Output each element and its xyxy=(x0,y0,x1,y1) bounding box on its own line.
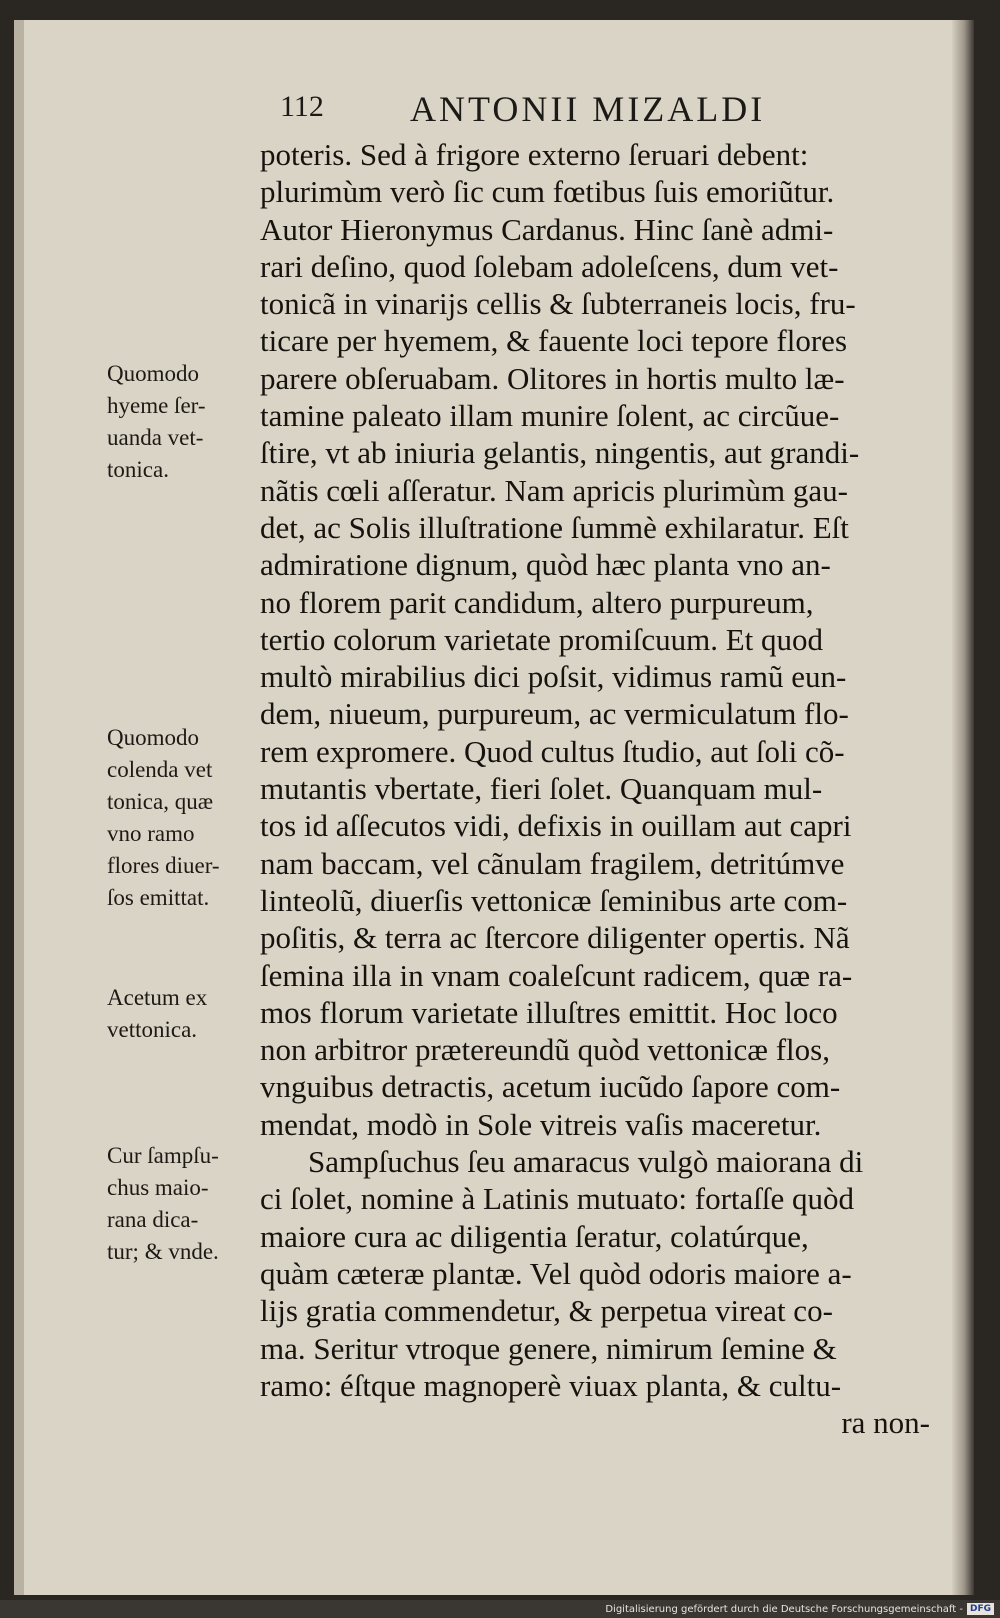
page-spine-shadow xyxy=(952,20,974,1595)
digitization-footer xyxy=(605,1600,994,1618)
text-line: ſtire, vt ab iniuria gelantis, ningentis, aut grandi- xyxy=(260,435,860,471)
text-line: tertio colorum varietate promiſcuum. Et quod xyxy=(260,621,824,657)
page-header xyxy=(280,88,900,128)
text-line: admiratione dignum, quòd hæc planta vno an- xyxy=(260,547,831,583)
text-line: mendat, modò in Sole vitreis vaſis maceretur. xyxy=(260,1106,822,1142)
margin-note-winter-care xyxy=(107,358,267,486)
margin-note-vinegar xyxy=(107,982,267,1046)
text-line: nam baccam, vel cãnulam fragilem, detritúmve xyxy=(260,845,845,881)
margin-note-line: Quomodo xyxy=(107,725,199,750)
margin-note-line: hyeme ſer- xyxy=(107,393,206,418)
text-line: ramo: éſtque magnoperè viuax planta, & cultu- xyxy=(260,1367,842,1403)
text-line: tamine paleato illam munire ſolent, ac circũue- xyxy=(260,398,840,434)
margin-note-line: ſos emittat. xyxy=(107,885,210,910)
text-line: rem expromere. Quod cultus ſtudio, aut ſoli cõ- xyxy=(260,733,845,769)
text-line: maiore cura ac diligentia ſeratur, colatúrque, xyxy=(260,1218,809,1254)
margin-note-line: Cur ſampſu- xyxy=(107,1143,219,1168)
text-line: det, ac Solis illuſtratione ſummè exhilaratur. Eſt xyxy=(260,509,849,545)
dfg-logo: DFG xyxy=(967,1603,994,1615)
text-line: parere obſeruabam. Olitores in hortis multo læ- xyxy=(260,360,845,396)
text-line: nãtis cœli aſſeratur. Nam apricis plurimùm gau- xyxy=(260,472,848,508)
text-line: poteris. Sed à frigore externo ſeruari debent: xyxy=(260,137,809,172)
text-line: tos id aſſecutos vidi, defixis in ouillam aut capri xyxy=(260,808,852,844)
margin-note-cultivation xyxy=(107,722,267,914)
text-line: poſitis, & terra ac ſtercore diligenter opertis. Nã xyxy=(260,920,850,956)
footer-credit: Digitalisierung gefördert durch die Deutsche Forschungsgemeinschaft - xyxy=(605,1603,963,1615)
text-line: mutantis vbertate, fieri ſolet. Quanquam mul- xyxy=(260,771,823,807)
text-line: tonicã in vinarijs cellis & ſubterraneis locis, fru- xyxy=(260,286,856,322)
margin-note-line: chus maio- xyxy=(107,1175,209,1200)
margin-note-line: tur; & vnde. xyxy=(107,1239,219,1264)
text-line: linteolũ, diuerſis vettonicæ ſeminibus arte com- xyxy=(260,882,848,918)
main-text-block xyxy=(260,136,950,1441)
margin-note-line: vettonica. xyxy=(107,1017,198,1042)
margin-note-line: colenda vet xyxy=(107,757,213,782)
text-line: quàm cæteræ plantæ. Vel quòd odoris maiore a- xyxy=(260,1255,852,1291)
text-line: ſemina illa in vnam coaleſcunt radicem, quæ ra- xyxy=(260,957,853,993)
text-line: ticare per hyemem, & fauente loci tepore flores xyxy=(260,323,848,359)
text-line: vnguibus detractis, acetum iucũdo ſapore com- xyxy=(260,1069,841,1105)
margin-note-sampsuchus xyxy=(107,1140,267,1268)
margin-note-line: rana dica- xyxy=(107,1207,199,1232)
text-line: plurimùm verò ſic cum fœtibus ſuis emoriũtur. xyxy=(260,174,835,210)
text-line: ma. Seritur vtroque genere, nimirum ſemine & xyxy=(260,1330,837,1366)
text-line: lijs gratia commendetur, & perpetua vireat co- xyxy=(260,1293,833,1329)
page-number: 112 xyxy=(280,90,324,123)
text-line: rari deſino, quod ſolebam adoleſcens, dum vet- xyxy=(260,248,839,284)
text-line: ci ſolet, nomine à Latinis mutuato: fortaſſe quòd xyxy=(260,1181,855,1217)
catchword: ra non- xyxy=(841,1405,930,1441)
margin-note-line: Quomodo xyxy=(107,361,199,386)
text-line: Sampſuchus ſeu amaracus vulgò maiorana di xyxy=(308,1144,864,1180)
margin-note-line: flores diuer- xyxy=(107,853,220,878)
text-line: mos florum varietate illuſtres emittit. Hoc loco xyxy=(260,994,838,1030)
text-line: Autor Hieronymus Cardanus. Hinc ſanè admi- xyxy=(260,211,834,247)
margin-note-line: uanda vet- xyxy=(107,425,204,450)
text-line: dem, niueum, purpureum, ac vermiculatum flo- xyxy=(260,696,849,732)
margin-note-line: vno ramo xyxy=(107,821,195,846)
margin-note-line: tonica. xyxy=(107,457,169,482)
text-line: no florem parit candidum, altero purpureum, xyxy=(260,584,814,620)
margin-note-line: Acetum ex xyxy=(107,985,208,1010)
text-line: non arbitror prætereundũ quòd vettonicæ flos, xyxy=(260,1032,830,1068)
margin-note-line: tonica, quæ xyxy=(107,789,214,814)
text-line: multò mirabilius dici poſsit, vidimus ramũ eun- xyxy=(260,659,847,695)
running-title: ANTONII MIZALDI xyxy=(410,89,766,129)
